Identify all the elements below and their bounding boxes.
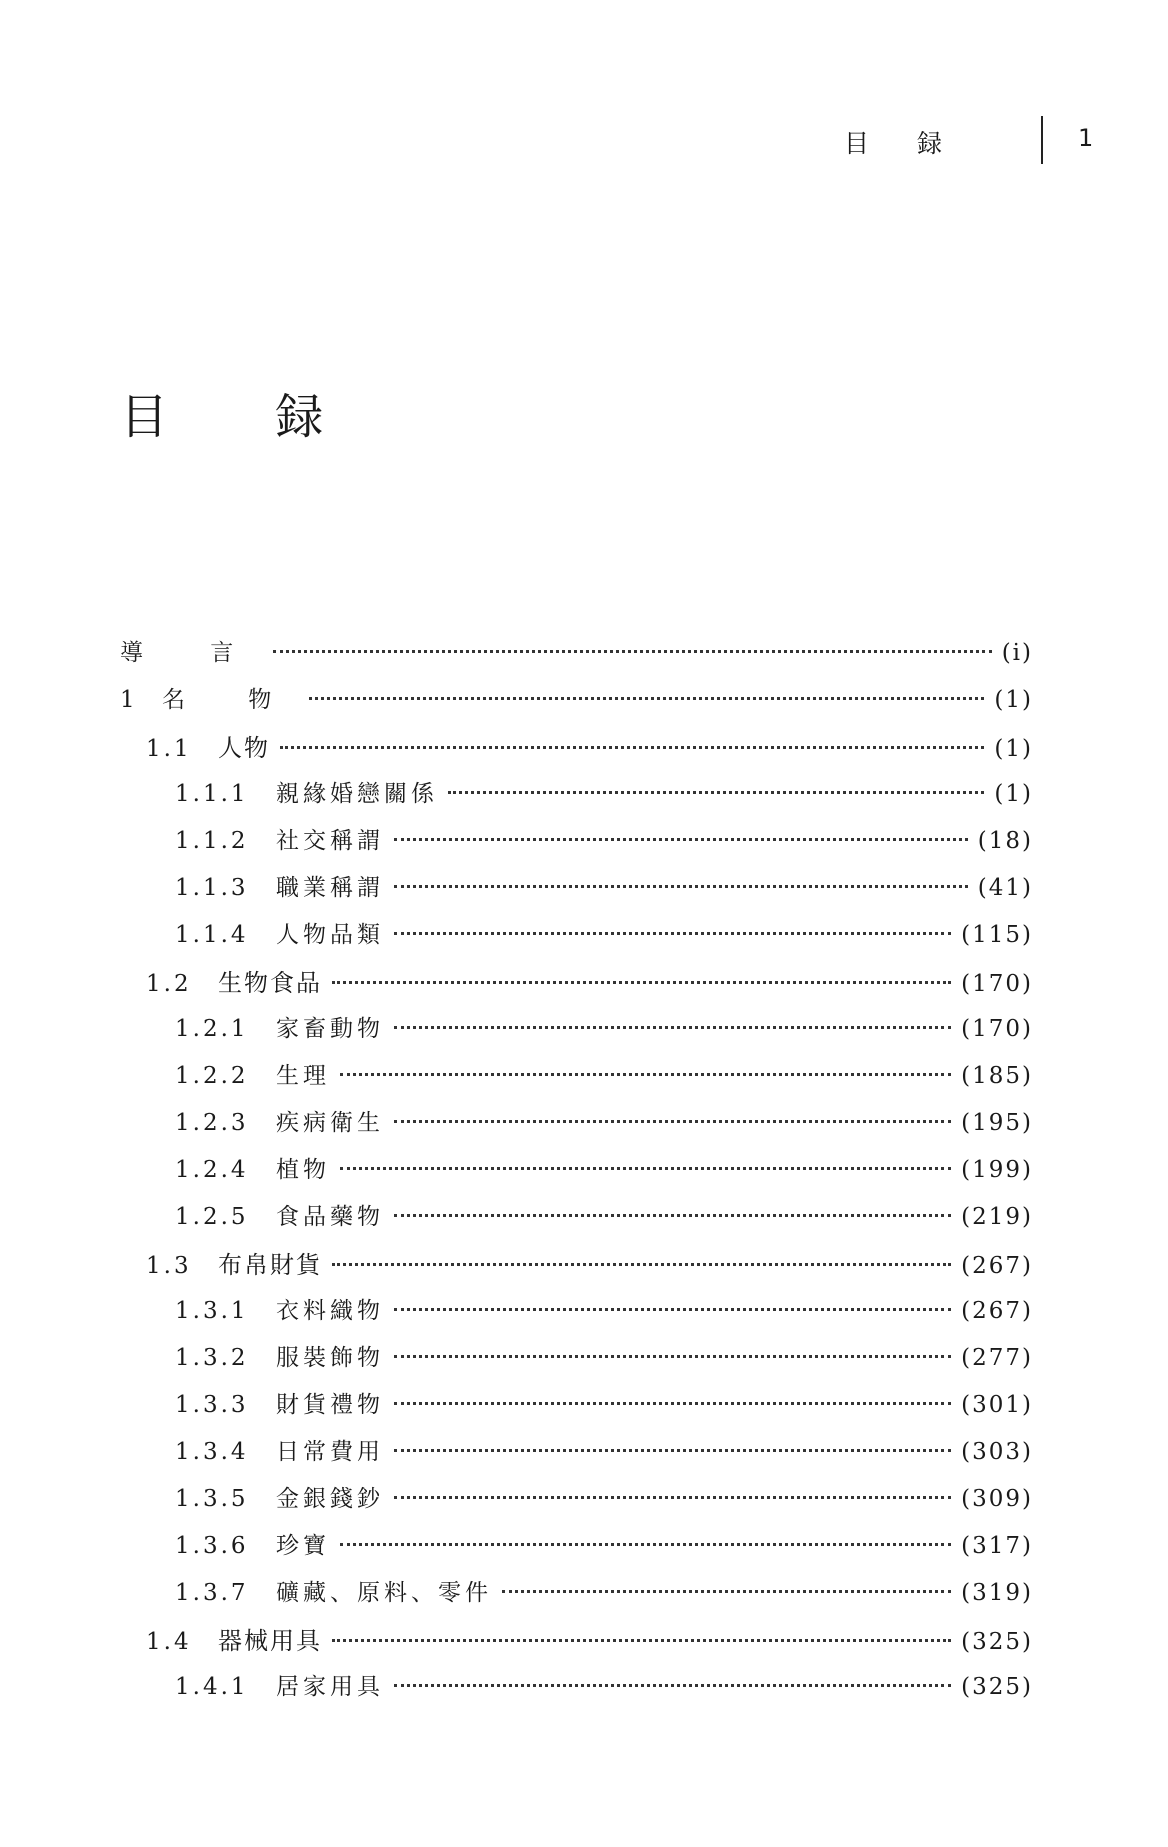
toc-entry-number: 1.2.4	[175, 1157, 249, 1183]
toc-entry-label: 人物品類	[276, 922, 384, 948]
toc-entry[interactable]	[175, 1104, 1033, 1144]
toc-entry-label: 食品藥物	[276, 1204, 384, 1230]
toc-entry-number: 1.1.3	[175, 875, 249, 901]
toc-entry[interactable]	[175, 1010, 1033, 1050]
toc-entry-number: 1.3.7	[175, 1580, 249, 1606]
toc-entry-label: 社交稱謂	[276, 828, 384, 854]
toc-entry[interactable]	[175, 869, 1033, 909]
toc-entry-number: 1.3.6	[175, 1533, 249, 1559]
toc-entry[interactable]	[146, 728, 1033, 768]
toc-entry-page: (1)	[994, 687, 1033, 713]
toc-entry-label: 服裝飾物	[276, 1345, 384, 1371]
toc-entry[interactable]	[175, 1057, 1033, 1097]
toc-entry-number: 1.1	[146, 736, 192, 762]
toc-entry-page: (41)	[977, 875, 1033, 901]
toc-dot-leader	[394, 838, 968, 841]
toc-entry-number: 1.1.4	[175, 922, 249, 948]
toc-entry-page: (319)	[961, 1580, 1033, 1606]
toc-entry[interactable]	[146, 1245, 1033, 1285]
toc-dot-leader	[309, 697, 984, 700]
toc-entry[interactable]	[175, 1151, 1033, 1191]
toc-entry[interactable]	[175, 1668, 1033, 1708]
toc-entry-page: (267)	[961, 1253, 1033, 1279]
toc-entry[interactable]	[146, 1621, 1033, 1661]
toc-entry-page: (115)	[961, 922, 1033, 948]
toc-entry-page: (1)	[994, 736, 1033, 762]
toc-dot-leader	[448, 791, 984, 794]
toc-entry-label: 親緣婚戀關係	[276, 781, 438, 807]
running-head-rule	[1041, 116, 1043, 164]
toc-entry[interactable]	[175, 1574, 1033, 1614]
toc-entry-number: 1	[120, 687, 138, 713]
toc-dot-leader	[332, 1263, 951, 1266]
toc-entry-label: 生物食品	[218, 969, 322, 997]
toc-entry-page: (199)	[961, 1157, 1033, 1183]
toc-dot-leader	[340, 1167, 951, 1170]
toc-entry[interactable]	[175, 916, 1033, 956]
toc-entry-label: 財貨禮物	[276, 1392, 384, 1418]
toc-entry-page: (277)	[961, 1345, 1033, 1371]
toc-entry-page: (303)	[961, 1439, 1033, 1465]
toc-entry-number: 1.1.2	[175, 828, 249, 854]
toc-entry[interactable]	[175, 1480, 1033, 1520]
toc-entry-number: 1.3.4	[175, 1439, 249, 1465]
toc-entry[interactable]	[175, 1386, 1033, 1426]
toc-entry-page: (267)	[961, 1298, 1033, 1324]
toc-entry-number: 1.2	[146, 971, 192, 997]
toc-entry-label: 布帛財貨	[218, 1251, 322, 1279]
toc-entry-page: (i)	[1001, 640, 1033, 666]
toc-dot-leader	[394, 885, 968, 888]
page-title: 目 録	[120, 389, 370, 445]
toc-entry-page: (219)	[961, 1204, 1033, 1230]
toc-entry-number: 1.4.1	[175, 1674, 249, 1700]
toc-entry-number: 1.3.3	[175, 1392, 249, 1418]
toc-dot-leader	[340, 1073, 951, 1076]
toc-entry-page: (309)	[961, 1486, 1033, 1512]
toc-dot-leader	[394, 1449, 951, 1452]
toc-entry-number: 1.3	[146, 1253, 192, 1279]
toc-dot-leader	[394, 1684, 951, 1687]
toc-entry-page: (18)	[977, 828, 1033, 854]
running-head-title: 目 録	[844, 129, 962, 158]
toc-entry-page: (325)	[961, 1674, 1033, 1700]
toc-entry-number: 1.2.2	[175, 1063, 249, 1089]
toc-dot-leader	[394, 1402, 951, 1405]
toc-entry[interactable]	[175, 1339, 1033, 1379]
toc-dot-leader	[394, 932, 951, 935]
toc-dot-leader	[332, 981, 951, 984]
toc-entry[interactable]	[175, 775, 1033, 815]
toc-dot-leader	[340, 1543, 951, 1546]
toc-entry-page: (317)	[961, 1533, 1033, 1559]
toc-entry-number: 1.3.2	[175, 1345, 249, 1371]
toc-entry-number: 1.4	[146, 1629, 192, 1655]
toc-entry-label: 礦藏、原料、零件	[276, 1580, 492, 1606]
toc-entry[interactable]	[175, 1433, 1033, 1473]
toc-dot-leader	[502, 1590, 951, 1593]
toc-entry-label: 生理	[276, 1063, 330, 1089]
toc-entry-number: 1.2.3	[175, 1110, 249, 1136]
toc-dot-leader	[394, 1355, 951, 1358]
toc-entry-label: 金銀錢鈔	[276, 1486, 384, 1512]
toc-entry-label: 名 物	[162, 687, 300, 713]
toc-entry-label: 植物	[276, 1157, 330, 1183]
toc-entry-page: (195)	[961, 1110, 1033, 1136]
toc-entry[interactable]	[120, 634, 1033, 674]
toc-dot-leader	[273, 650, 991, 653]
toc-entry[interactable]	[175, 1292, 1033, 1332]
toc-entry-label: 珍寶	[276, 1533, 330, 1559]
toc-entry[interactable]	[120, 681, 1033, 721]
toc-dot-leader	[394, 1214, 951, 1217]
toc-entry-label: 居家用具	[276, 1674, 384, 1700]
toc-entry-label: 器械用具	[218, 1627, 322, 1655]
toc-entry-label: 疾病衛生	[276, 1110, 384, 1136]
toc-entry-number: 1.2.5	[175, 1204, 249, 1230]
toc-dot-leader	[394, 1308, 951, 1311]
toc-entry-label: 家畜動物	[276, 1016, 384, 1042]
toc-entry-label: 導 言	[120, 640, 264, 666]
toc-dot-leader	[394, 1120, 951, 1123]
toc-entry-number: 1.2.1	[175, 1016, 249, 1042]
toc-entry[interactable]	[175, 1527, 1033, 1567]
toc-entry-page: (170)	[961, 1016, 1033, 1042]
toc-entry-label: 日常費用	[276, 1439, 384, 1465]
toc-entry[interactable]	[175, 1198, 1033, 1238]
toc-entry-page: (325)	[961, 1629, 1033, 1655]
toc-entry-number: 1.3.1	[175, 1298, 249, 1324]
toc-entry-page: (1)	[994, 781, 1033, 807]
toc-dot-leader	[332, 1639, 951, 1642]
toc-entry-label: 職業稱謂	[276, 875, 384, 901]
toc-dot-leader	[394, 1496, 951, 1499]
running-head-page-number: 1	[1078, 124, 1094, 152]
toc-entry-page: (185)	[961, 1063, 1033, 1089]
toc-entry-page: (170)	[961, 971, 1033, 997]
toc-dot-leader	[280, 746, 984, 749]
toc-entry-page: (301)	[961, 1392, 1033, 1418]
toc-entry-label: 人物	[218, 734, 270, 762]
toc-entry-number: 1.1.1	[175, 781, 249, 807]
toc-entry-label: 衣料織物	[276, 1298, 384, 1324]
toc-entry[interactable]	[146, 963, 1033, 1003]
toc-entry-number: 1.3.5	[175, 1486, 249, 1512]
toc-entry[interactable]	[175, 822, 1033, 862]
toc-dot-leader	[394, 1026, 951, 1029]
